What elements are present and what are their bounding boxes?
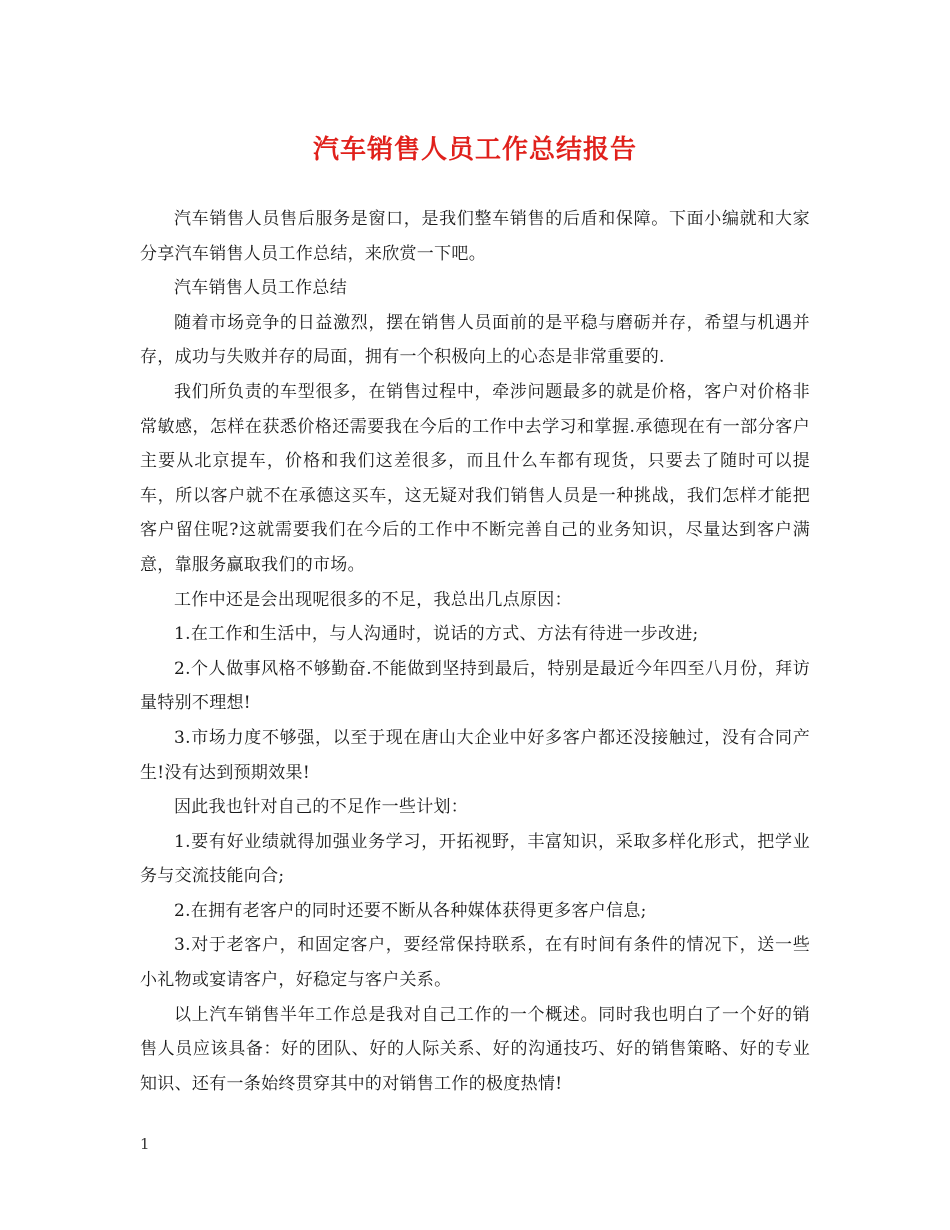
document-body: [140, 202, 810, 1101]
paragraph-shortcomings-intro: 工作中还是会出现呢很多的不足，我总出几点原因：: [174, 589, 572, 610]
paragraph-subheading: 汽车销售人员工作总结: [174, 278, 347, 299]
paragraph-plan-2: 2.在拥有老客户的同时还要不断从各种媒体获得更多客户信息;: [174, 900, 647, 921]
paragraph-market-competition: 随着市场竞争的日益激烈，摆在销售人员面前的是平稳与磨砺并存，希望与机遇并存，成功与失败并存的局面，拥有一个积极向上的心态是非常重要的.: [140, 312, 810, 368]
paragraph-shortcoming-2: 2.个人做事风格不够勤奋.不能做到坚持到最后，特别是最近今年四至八月份，拜访量特别不理想!: [140, 658, 810, 714]
paragraph-plans-intro: 因此我也针对自己的不足作一些计划：: [174, 797, 469, 818]
page-number: 1: [140, 1135, 150, 1153]
paragraph-plan-3: 3.对于老客户，和固定客户，要经常保持联系，在有时间有条件的情况下，送一些小礼物或宴请客户，好稳定与客户关系。: [140, 935, 810, 991]
paragraph-shortcoming-3: 3.市场力度不够强，以至于现在唐山大企业中好多客户都还没接触过，没有合同产生!没有达到预期效果!: [140, 727, 810, 783]
paragraph-conclusion: 以上汽车销售半年工作总是我对自己工作的一个概述。同时我也明白了一个好的销售人员应该具备：好的团队、好的人际关系、好的沟通技巧、好的销售策略、好的专业知识、还有一条始终贯穿其中的对销售工作的极度热情!: [140, 1004, 810, 1094]
paragraph-pricing: 我们所负责的车型很多，在销售过程中，牵涉问题最多的就是价格，客户对价格非常敏感，怎样在获悉价格还需要我在今后的工作中去学习和掌握.承德现在有一部分客户主要从北京提车，价格和我们这差很多，而且什么车都有现货，只要去了随时可以提车，所以客户就不在承德这买车，这无疑对我们销售人员是一种挑战，我们怎样才能把客户留住呢?这就需要我们在今后的工作中不断完善自己的业务知识，尽量达到客户满意，靠服务赢取我们的市场。: [140, 381, 810, 575]
paragraph-plan-1: 1.要有好业绩就得加强业务学习，开拓视野，丰富知识，采取多样化形式，把学业务与交流技能向合;: [140, 831, 810, 887]
paragraph-intro: 汽车销售人员售后服务是窗口，是我们整车销售的后盾和保障。下面小编就和大家分享汽车销售人员工作总结，来欣赏一下吧。: [140, 209, 810, 264]
paragraph-shortcoming-1: 1.在工作和生活中，与人沟通时，说话的方式、方法有待进一步改进;: [174, 624, 699, 645]
document-title: 汽车销售人员工作总结报告: [312, 135, 637, 165]
